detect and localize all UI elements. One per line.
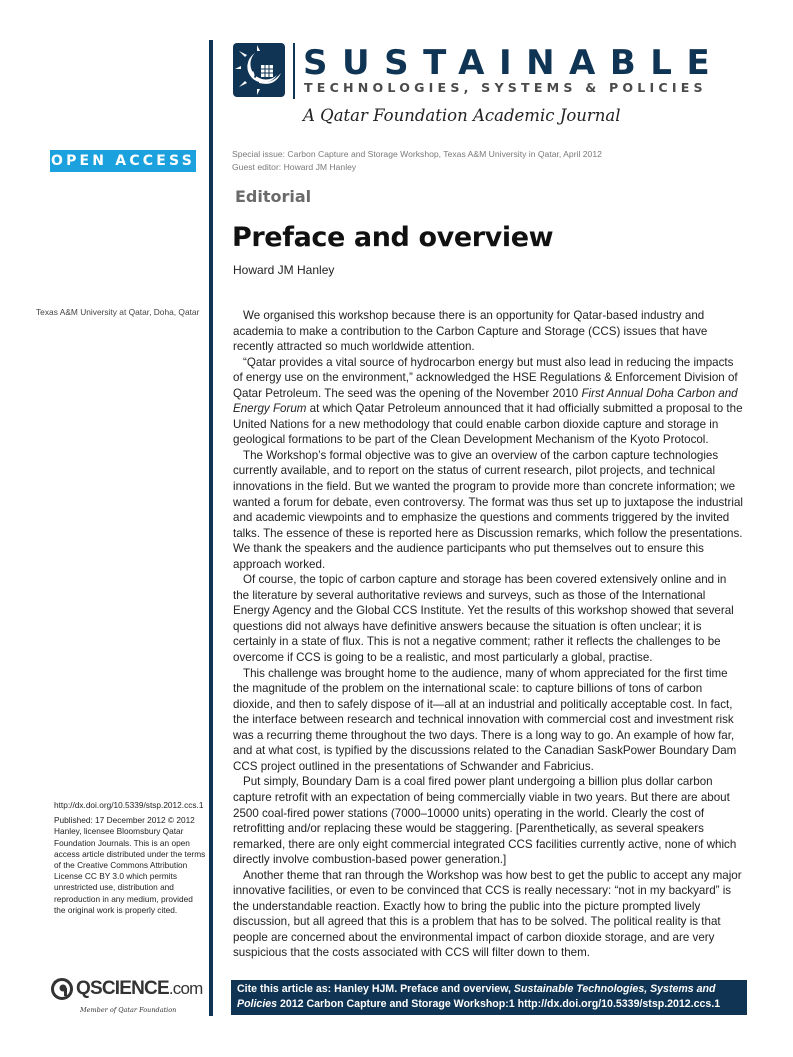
paragraph [233,355,745,448]
citation-ref: 2012 Carbon Capture and Storage Workshop:1 http://dx.doi.org/10.5339/stsp.2012.ccs.1 [277,997,721,1010]
vertical-rule [209,40,213,1016]
guest-editor: Guest editor: Howard JM Hanley [232,162,357,172]
citation-journal: Sustainable Technologies, Systems and [513,983,716,995]
citation-box [231,980,747,1015]
citation-journal-cont: Policies [237,997,278,1010]
article-section: Editorial [235,187,312,206]
qscience-icon [50,977,74,1001]
article-title: Preface and overview [232,222,554,253]
journal-subtitle: TECHNOLOGIES, SYSTEMS & POLICIES [304,80,707,95]
citation-line-1 [237,982,741,997]
paragraph: Of course, the topic of carbon capture and storage has been covered extensively online and in the literature by several authoritative reviews and surveys, such as those of the International Energy Agency and the Global CCS Institute. Yet the results of this workshop showed that several questions did not always have definitive answers because the situation is often unclear; it is certainly in a state of flux. This is not a negative comment; rather it reflects the challenges to be overcome if CCS is going to be a realistic, and most particularly a global, practise. [233,573,734,665]
qscience-wordmark [76,978,202,1000]
qscience-logo [50,975,203,1020]
paragraph: This challenge was brought home to the audience, many of whom appreciated for the first time the magnitude of the problem on the international scale: to capture billions of tons of carbon dioxide, and then to safely dispose of it—all at an industrial and politically acceptable cost. In fact, the interface between research and technical innovation with commercial cost and investment risk was a recurring theme throughout the two days. There is a long way to go. An example of how far, and at what cost, is typified by the discussions related to the Canadian SaskPower Boundary Dam CCS project outlined in the presentations of Schwander and Fabricius. [233,666,737,773]
citation-text: Cite this article as: Hanley HJM. Preface and overview, [237,983,514,995]
journal-tagline: A Qatar Foundation Academic Journal [303,106,621,125]
article-body [233,308,745,961]
author-affiliation: Texas A&M University at Qatar, Doha, Qatar [36,307,200,317]
issue-info [232,148,602,174]
paragraph: Another theme that ran through the Workshop was how best to get the public to accept any major innovative facilities, or even to be convinced that CCS is really necessary: “not in my backyard” is the understandable reaction. Exactly how to bring the public into the picture prompted lively discussion, but all agreed that this is a problem that has to be solved. The political reality is that people are concerned about the environmental impact of carbon dioxide storage, and are very suspicious that the costs associated with CCS will filter down to them. [233,868,742,960]
paragraph: The Workshop’s formal objective was to give an overview of the carbon capture technologies currently available, and to report on the status of current research, pilot projects, and technical innovations in the field. But we wanted the program to provide more than concrete information; we wanted a forum for debate, even controversy. The format was thus set up to juxtapose the industrial and academic viewpoints and to emphasize the questions and comments triggered by the invited talks. The essence of these is reported here as Discussion remarks, which follow the presentations. We thank the speakers and the audience participants who put themselves out to ensure this approach worked. [233,448,743,571]
open-access-badge: OPEN ACCESS [50,150,196,172]
publisher-member: Member of Qatar Foundation [80,1006,177,1014]
forum-name: First Annual Doha Carbon and Energy Forum [233,386,738,416]
paragraph-text: at which Qatar Petroleum announced that it had officially submitted a proposal to the United Nations for a new methodology that could enable carbon dioxide capture and storage in geological formations to be part of the Clean Development Mechanism of the Kyoto Protocol. [233,402,743,447]
article-author: Howard JM Hanley [233,263,335,277]
special-issue: Special issue: Carbon Capture and Storage Workshop, Texas A&M University in Qatar, April 2012 [232,149,602,159]
publisher-domain: .com [168,979,203,998]
paragraph-text: “Qatar provides a vital source of hydrocarbon energy but must also lead in reducing the impacts of energy use on the environment,” acknowledged the HSE Regulations & Enforcement Division of Qatar Petroleum. The seed was the opening of the November 2010 [233,355,738,400]
publisher-name: QSCIENCE [76,978,169,999]
logo-divider [293,43,295,99]
license-text: Published: 17 December 2012 © 2012 Hanley, licensee Bloomsbury Qatar Foundation Journals. This is an open access article distributed under the terms of the Creative Commons Attribution License CC BY 3.0 which permits unrestricted use, distribution and reproduction in any medium, provided the original work is properly cited. [54,815,206,915]
paragraph: Put simply, Boundary Dam is a coal fired power plant undergoing a billion plus dollar carbon capture retrofit with an expectation of being commercially viable in two years. But there are about 2500 coal-fired power stations (7000–10000 units) operating in the world. Clearly the cost of retrofitting and/or replacing these would be staggering. [Parenthetically, as several speakers remarked, there are only eight commercial integrated CCS facilities currently active, none of which directly involve combustion-based power generation.] [233,775,737,867]
article-metadata [54,800,206,920]
doi-link[interactable]: http://dx.doi.org/10.5339/stsp.2012.ccs.1 [54,800,204,810]
citation-line-2 [237,997,741,1012]
paragraph: We organised this workshop because there is an opportunity for Qatar-based industry and academia to make a contribution to the Carbon Capture and Storage (CCS) issues that have recently attracted so much worldwide attention. [233,309,708,354]
journal-logo-icon [233,43,285,97]
journal-name: SUSTAINABLE [303,43,725,83]
